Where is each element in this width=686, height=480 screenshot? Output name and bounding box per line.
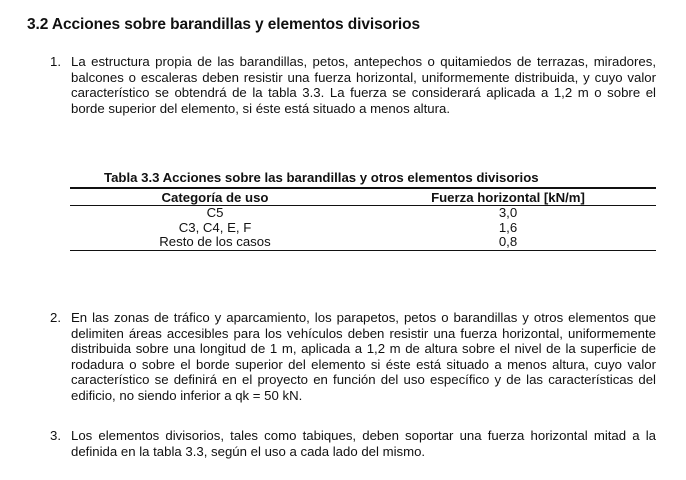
table-cell-force: 3,0	[498, 205, 518, 220]
list-item	[50, 428, 656, 459]
section-heading: 3.2 Acciones sobre barandillas y elementos divisorios	[27, 16, 420, 33]
forces-table	[70, 187, 656, 251]
list-item-text: En las zonas de tráfico y aparcamiento, los parapetos, petos o barandillas y otros elementos que delimiten áreas accesibles para los vehículos deben resistir una fuerza horizontal, uniformemente distribuida sobre una longitud de 1 m, aplicada a 1,2 m de altura sobre el nivel de la superficie de rodadura o sobre el borde superior del elemento si éste está situado a menos altura, cuyo valor característico se definirá en el proyecto en función del uso específico y de las características del edificio, no siendo inferior a qk = 50 kN.	[71, 310, 656, 403]
table-cell-category: Resto de los casos	[70, 235, 360, 250]
table-row	[70, 235, 656, 250]
table-row	[70, 206, 656, 221]
column-header-category: Categoría de uso	[70, 188, 360, 206]
list-item-number: 1.	[50, 54, 61, 69]
list-item-text: La estructura propia de las barandillas, petos, antepechos o quitamiedos de terrazas, miradores, balcones o escaleras deben resistir una fuerza horizontal, uniformemente distribuida, y cuyo valor característico se obtendrá de la tabla 3.3. La fuerza se considerará aplicada a 1,2 m o sobre el borde superior del elemento, si éste está situado a menos altura.	[71, 54, 656, 116]
table-cell-force: 1,6	[498, 219, 518, 235]
table-row	[70, 221, 656, 236]
list-item-number: 3.	[50, 428, 61, 443]
table-cell-category: C5	[206, 205, 224, 220]
table-cell-category: C3, C4, E, F	[178, 219, 252, 235]
table-title: Tabla 3.3 Acciones sobre las barandillas y otros elementos divisorios	[104, 170, 539, 185]
list-item-number: 2.	[50, 310, 61, 325]
list-item	[50, 310, 656, 404]
list-item	[50, 54, 656, 116]
column-header-force: Fuerza horizontal [kN/m]	[360, 188, 656, 206]
table-header-row	[70, 188, 656, 206]
table-cell-force: 0,8	[360, 235, 656, 250]
list-item-text: Los elementos divisorios, tales como tabiques, deben soportar una fuerza horizontal mitad a la definida en la tabla 3.3, según el uso a cada lado del mismo.	[71, 428, 656, 459]
